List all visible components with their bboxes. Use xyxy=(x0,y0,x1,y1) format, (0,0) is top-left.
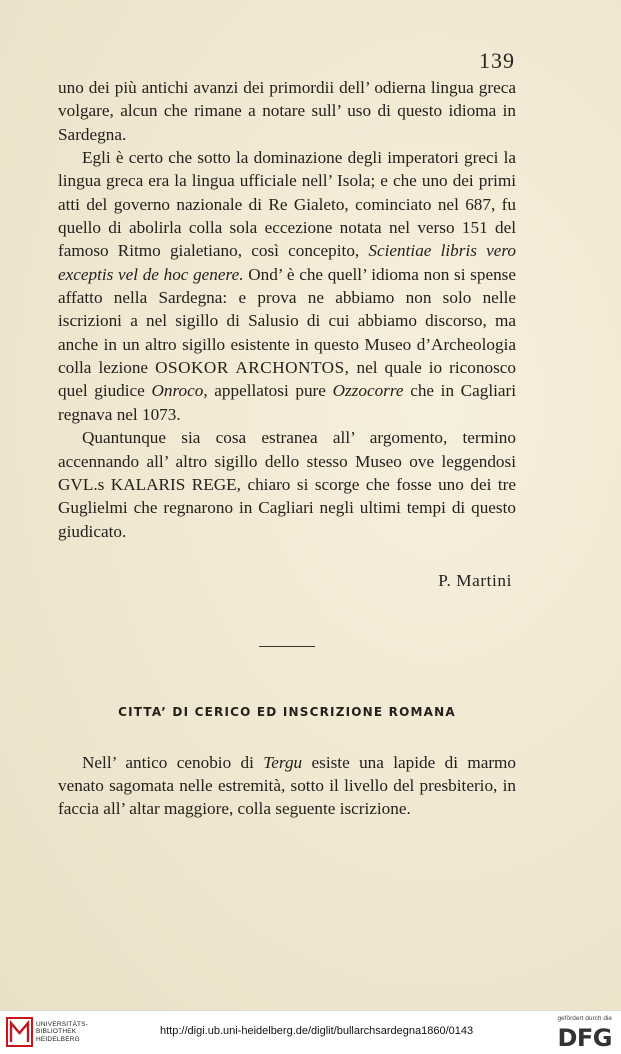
judge-name-onroco: Onroco, xyxy=(151,381,208,401)
place-name-tergu: Tergu xyxy=(263,752,303,772)
page-url-link[interactable]: http://digi.ub.uni-heidelberg.de/diglit/bullarchsardegna1860/0143 xyxy=(160,1025,474,1037)
paragraph-2-start: Egli è certo che sotto la dominazione degli imperatori greci la lingua greca era la lingua ufficiale nell’ Isola; e che uno dei primi atti del governo nazionale di Re Gialeto, cominciato nel 687, fu quello di abolirla colla sola eccezione notata nel verso 151 del famoso Ritmo gialetiano, così concepito, xyxy=(58,148,516,261)
section-title: CITTA’ DI CERICO ED INSCRIZIONE ROMANA xyxy=(118,705,456,720)
author-signature: P. Martini xyxy=(438,570,512,590)
paragraph-2-middle: Ond’ è che quell’ idioma non si spense affatto nella Sardegna: e prova ne abbiamo non solo nelle iscrizioni a nel sigillo di Salusio di cui abbiamo discorso, ma anche in un altro sigillo esistente in questo Museo d’Archeologia colla lezione xyxy=(58,264,516,378)
institution-line-2: BIBLIOTHEK xyxy=(36,1028,77,1036)
page-number: 139 xyxy=(479,48,515,73)
paragraph-4-start: Nell’ antico cenobio di xyxy=(82,752,254,772)
paragraph-4 xyxy=(58,751,516,821)
university-library-name xyxy=(36,1021,88,1043)
institution-line-1: UNIVERSITÄTS- xyxy=(36,1021,89,1028)
page-text xyxy=(58,76,516,821)
paragraph-4-rest: esiste una lapide di marmo venato sagomata nelle estremità, sotto il livello del presbiterio, in faccia all’ altar maggiore, colla seguente iscrizione. xyxy=(58,752,517,819)
section-divider xyxy=(259,646,315,647)
footer-bar xyxy=(0,1010,621,1054)
paragraph-2-ending: che in Cagliari regnava nel 1073. xyxy=(58,381,517,424)
paragraph-2-between-names: appellatosi pure xyxy=(214,381,326,401)
latin-quote: Scientiae libris vero exceptis vel de hoc genere. xyxy=(58,241,517,284)
institution-line-3: HEIDELBERG xyxy=(36,1035,80,1043)
dfg-logo[interactable]: DFG xyxy=(557,1024,612,1052)
seal-legend: OSOKOR ARCHONTOS, xyxy=(155,358,350,378)
paragraph-3: Quantunque sia cosa estranea all’ argomento, termino accennando all’ altro sigillo dello stesso Museo ove leggendosi GVL.s KALARIS REGE, chiaro si scorge che fosse uno dei tre Guglielmi che regnarono in Cagliari negli ultimi tempi di questo giudicato. xyxy=(58,428,516,541)
paragraph-2 xyxy=(58,146,516,426)
paragraph-1: uno dei più antichi avanzi dei primordii dell’ odierna lingua greca volgare, alcun che rimane a notare sull’ uso di questo idioma in Sardegna. xyxy=(58,78,516,144)
university-library-logo-icon[interactable] xyxy=(6,1017,33,1047)
paragraph-2-after-legend: nel quale io riconosco quel giudice xyxy=(58,358,516,401)
judge-name-ozzocorre: Ozzocorre xyxy=(332,381,404,401)
funded-by-label: gefördert durch die xyxy=(557,1015,612,1022)
